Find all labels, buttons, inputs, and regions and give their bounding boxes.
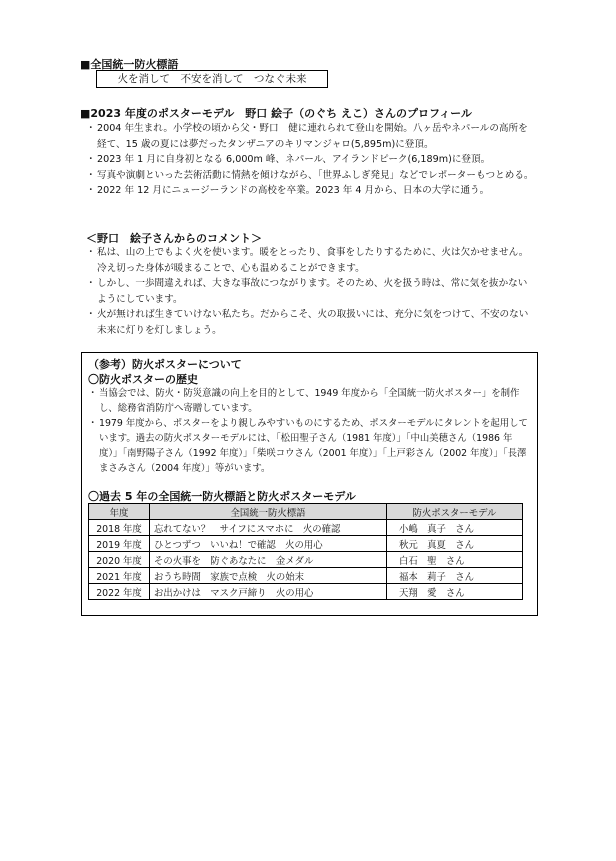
cell-model: 天翔 愛 さん bbox=[387, 584, 523, 600]
header-model: 防火ポスターモデル bbox=[387, 504, 523, 520]
cell-model: 白石 聖 さん bbox=[387, 552, 523, 568]
cell-slogan: ひとつずつ いいね！で確認 火の用心 bbox=[150, 536, 387, 552]
comment-item: ・ 私は、山の上でもよく火を使います。暖をとったり、食事をしたりするために、火は欠かせません。冷え切った身体が暖まることで、心も温めることができます。 bbox=[86, 245, 536, 276]
models-table bbox=[88, 503, 523, 600]
cell-model: 福本 莉子 さん bbox=[387, 568, 523, 584]
cell-year: 2021 年度 bbox=[89, 568, 150, 584]
history-item: ・ 1979 年度から、ポスターをより親しみやすいものにするため、ポスターモデルにタレントを起用しています。過去の防火ポスターモデルには、「松田聖子さん（1981 年度）」「中山美穂さん（1986 年度）」「南野陽子さん（1992 年度）」「柴咲コウさん（2001 年度）」「上戸彩さん（2002 年度）」「長澤まさみさん（2004 年度）」等がいます。 bbox=[88, 416, 531, 476]
profile-item: ・ 写真や演劇といった芸術活動に情熱を傾けながら、「世界ふしぎ発見」などでレポーターもつとめる。 bbox=[86, 168, 536, 184]
reference-box bbox=[81, 352, 538, 616]
reference-title: （参考）防火ポスターについて bbox=[88, 358, 242, 371]
profile-heading: ■2023 年度のポスターモデル 野口 絵子（のぐち えこ）さんのプロフィール bbox=[80, 107, 472, 120]
history-item: ・ 当協会では、防火・防災意識の向上を目的として、1949 年度から「全国統一防火ポスター」を制作し、総務省消防庁へ寄贈しています。 bbox=[88, 386, 531, 416]
cell-year: 2019 年度 bbox=[89, 536, 150, 552]
cell-slogan: お出かけは マスク戸締り 火の用心 bbox=[150, 584, 387, 600]
table-row bbox=[89, 536, 523, 552]
cell-model: 小嶋 真子 さん bbox=[387, 520, 523, 536]
cell-year: 2022 年度 bbox=[89, 584, 150, 600]
table-row bbox=[89, 552, 523, 568]
table-row bbox=[89, 520, 523, 536]
comment-item: ・ 火が無ければ生きていけない私たち。だからこそ、火の取扱いには、充分に気をつけて、不安のない未来に灯りを灯しましょう。 bbox=[86, 307, 536, 338]
history-heading: 〇防火ポスターの歴史 bbox=[88, 373, 198, 386]
cell-year: 2020 年度 bbox=[89, 552, 150, 568]
comment-heading: ＜野口 絵子さんからのコメント＞ bbox=[86, 232, 262, 245]
header-year: 年度 bbox=[89, 504, 150, 520]
slogan-box: 火を消して 不安を消して つなぐ未来 bbox=[96, 70, 328, 88]
table-row bbox=[89, 584, 523, 600]
cell-model: 秋元 真夏 さん bbox=[387, 536, 523, 552]
slogan-heading: ■全国統一防火標語 bbox=[80, 58, 179, 71]
table-heading: 〇過去 5 年の全国統一防火標語と防火ポスターモデル bbox=[88, 490, 356, 503]
table-row bbox=[89, 568, 523, 584]
history-list bbox=[88, 386, 531, 476]
comment-item: ・ しかし、一歩間違えれば、大きな事故につながります。そのため、火を扱う時は、常に気を抜かないようにしています。 bbox=[86, 276, 536, 307]
comment-list bbox=[86, 245, 536, 338]
cell-year: 2018 年度 bbox=[89, 520, 150, 536]
cell-slogan: 忘れてない？ サイフにスマホに 火の確認 bbox=[150, 520, 387, 536]
profile-item: ・ 2023 年 1 月に自身初となる 6,000m 峰、ネパール、アイランドピーク(6,189m)に登頂。 bbox=[86, 152, 536, 168]
cell-slogan: その火事を 防ぐあなたに 金メダル bbox=[150, 552, 387, 568]
header-slogan: 全国統一防火標語 bbox=[150, 504, 387, 520]
table-header-row bbox=[89, 504, 523, 520]
cell-slogan: おうち時間 家族で点検 火の始末 bbox=[150, 568, 387, 584]
profile-item: ・ 2004 年生まれ。小学校の頃から父・野口 健に連れられて登山を開始。八ヶ岳やネパールの高所を経て、15 歳の夏には夢だったタンザニアのキリマンジャロ(5,895m)に登頂。 bbox=[86, 121, 536, 152]
profile-list bbox=[86, 121, 536, 199]
profile-item: ・ 2022 年 12 月にニュージーランドの高校を卒業。2023 年 4 月から、日本の大学に通う。 bbox=[86, 183, 536, 199]
